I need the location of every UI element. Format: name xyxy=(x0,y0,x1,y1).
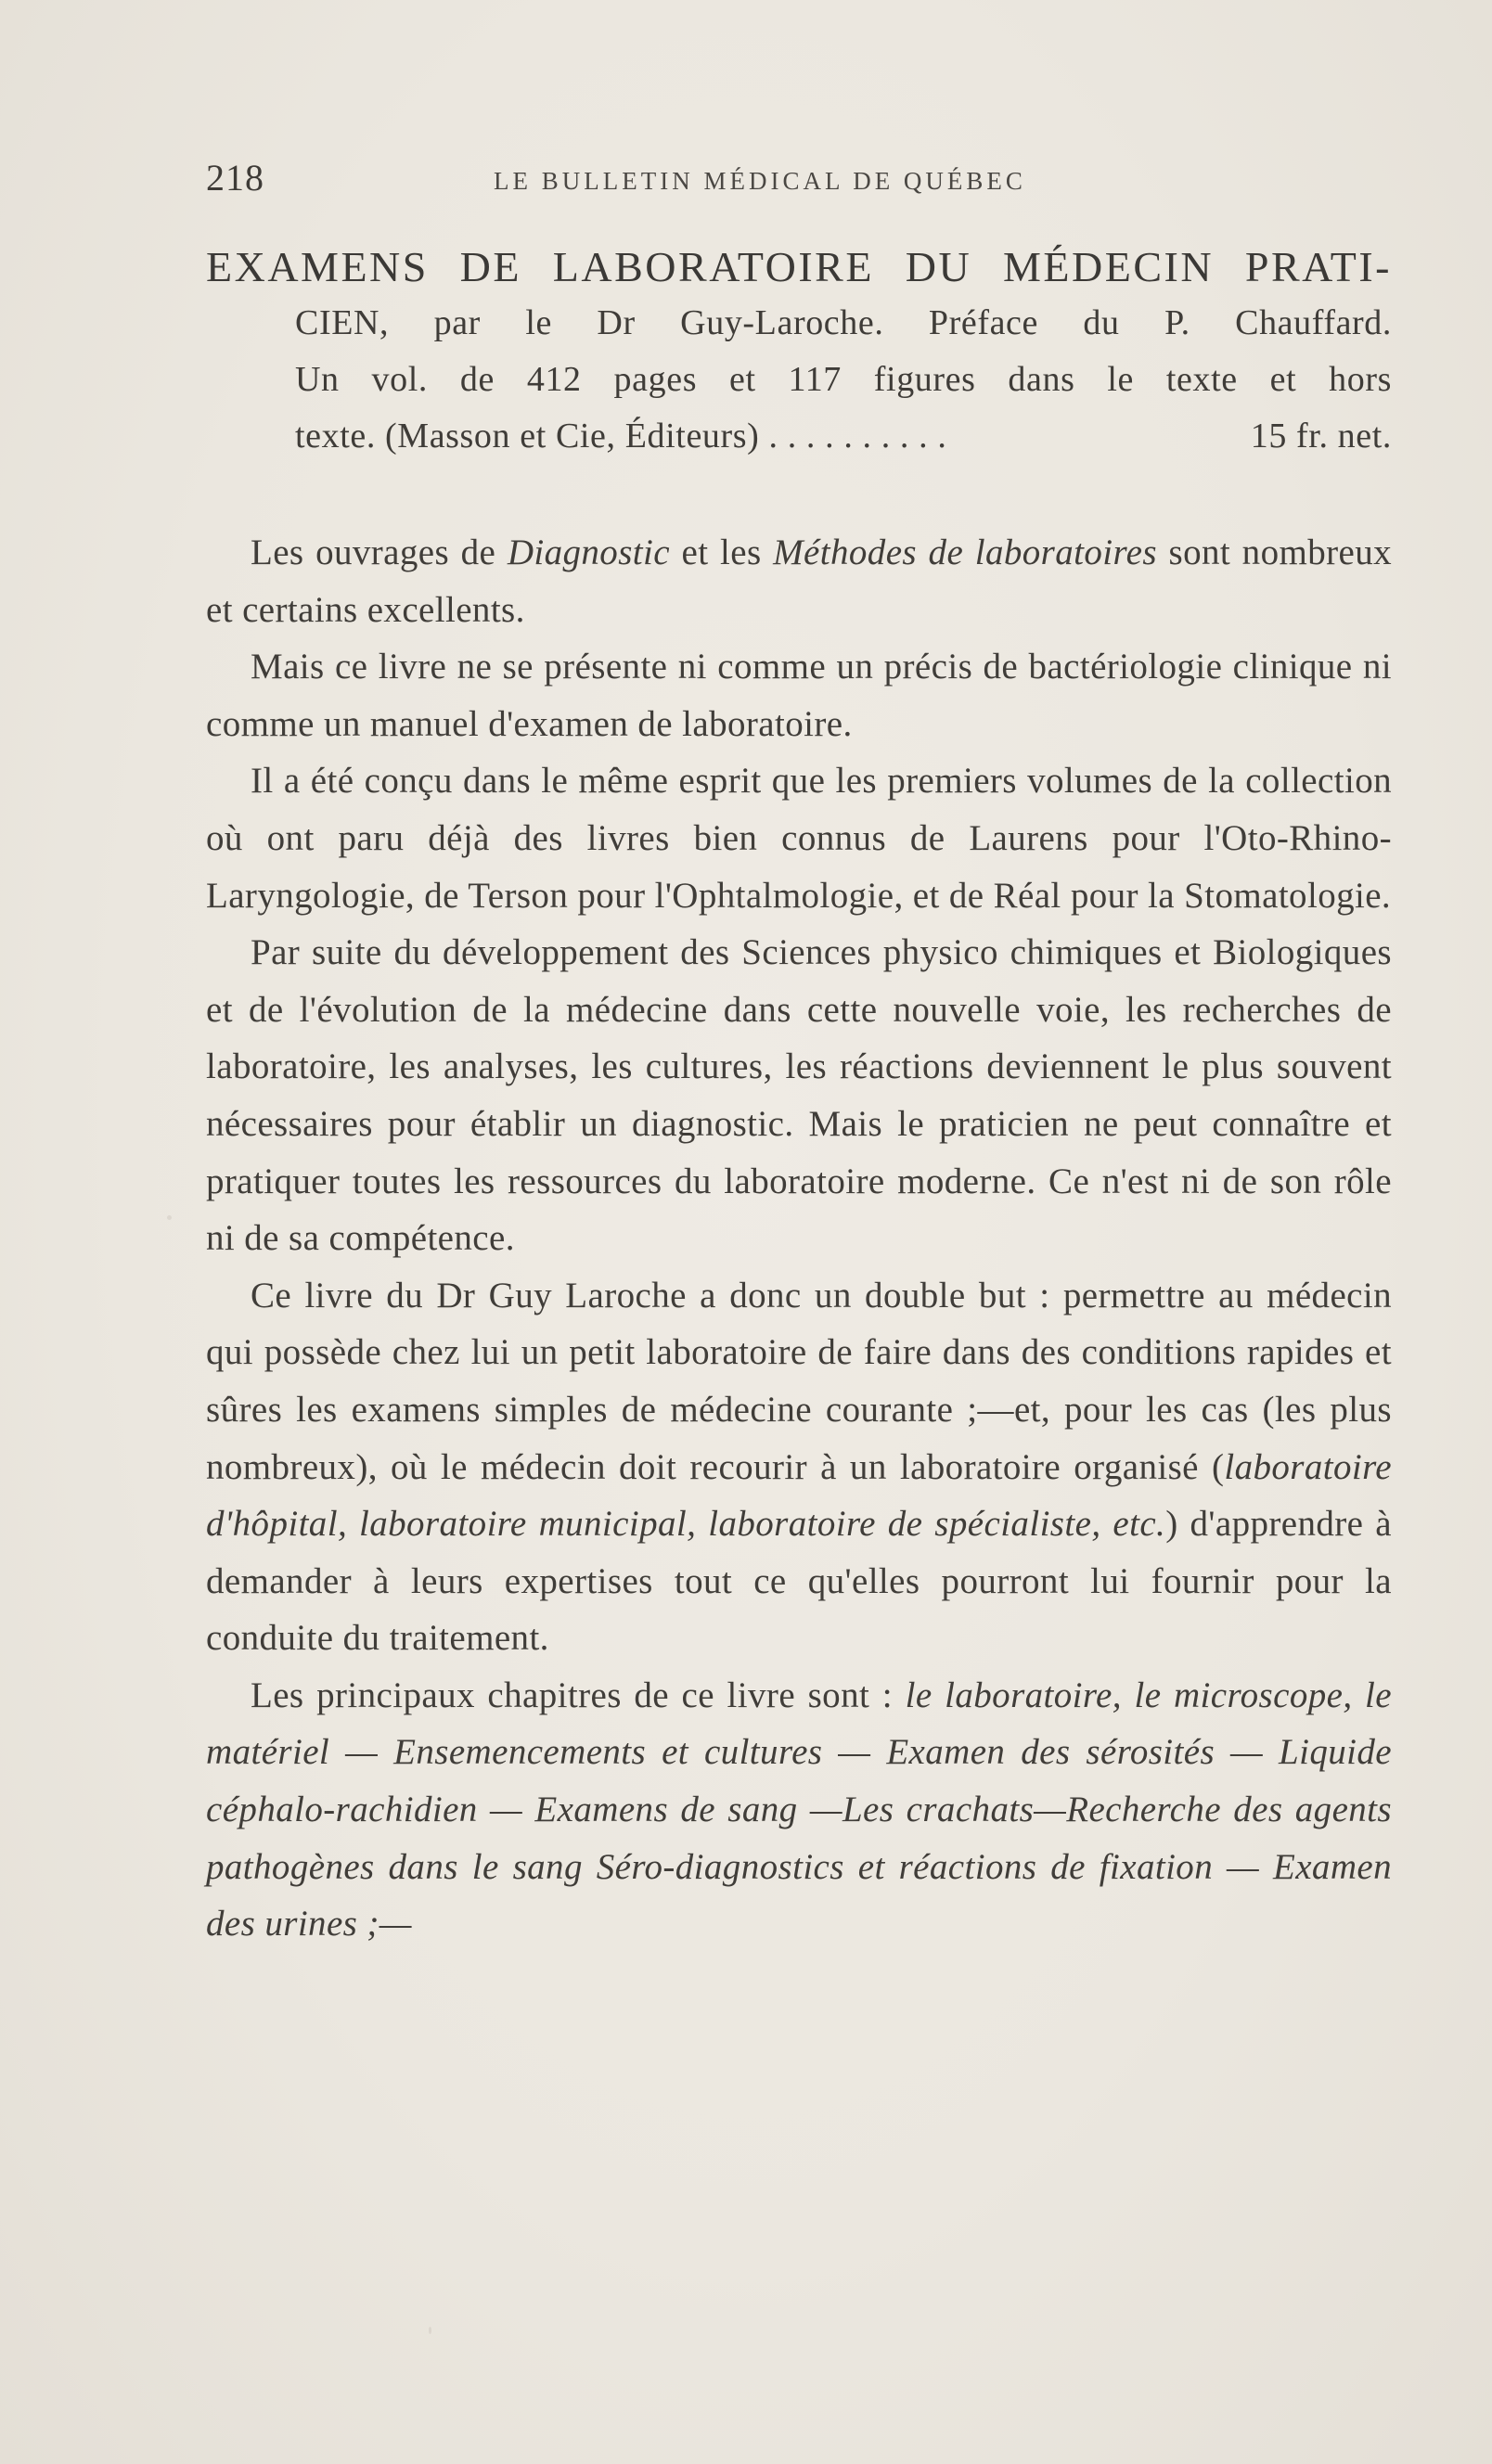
italic-term: le laboratoire, le microscope, le matériel — Ensemencements et cultures — Examen des sérosités — Liquide céphalo-rachidien — Examens de sang —Les crachats—Recherche des agents pathogènes dans le sang Séro-diagnostics et réactions de fixation — Examen des urines ;— xyxy=(206,1675,1393,1944)
paragraph-text: et les xyxy=(669,533,774,572)
paragraph-text: Les ouvrages de xyxy=(251,533,508,572)
review-paragraph xyxy=(206,1267,1392,1667)
review-body xyxy=(206,524,1392,1953)
review-paragraph: Il a été conçu dans le même esprit que les premiers volumes de la collection où ont paru déjà des livres bien connus de Laurens pour l'Oto-Rhino-Laryngologie, de Terson pour l'Ophtalmologie, et de Réal pour la Stomatologie. xyxy=(206,761,1392,916)
review-paragraph xyxy=(206,524,1392,638)
paper-speck xyxy=(429,2327,431,2334)
paper-speck xyxy=(167,1215,172,1220)
review-paragraph: Par suite du développement des Sciences physico chimiques et Biologiques et de l'évolution de la médecine dans cette nouvelle voie, les recherches de laboratoire, les analyses, les cultures, les réactions deviennent le plus souvent nécessaires pour établir un diagnostic. Mais le praticien ne peut connaître et pratiquer toutes les ressources du laboratoire moderne. Ce n'est ni de son rôle ni de sa compétence. xyxy=(206,932,1392,1259)
paragraph-text: Les principaux chapitres de ce livre sont : xyxy=(251,1675,906,1715)
paper-speck xyxy=(803,1350,806,1354)
page-header xyxy=(206,156,1394,202)
book-meta-line: CIEN, par le Dr Guy-Laroche. Préface du P. Chauffard. xyxy=(295,303,1392,342)
paragraph-text: sont nombreux et certains excellents. xyxy=(206,533,1392,630)
paragraph-text: ) d'apprendre à demander à leurs expertises tout ce qu'elles pourront lui fournir pour la conduite du traitement. xyxy=(206,1504,1392,1659)
review-paragraph xyxy=(206,1667,1392,1953)
italic-term: Diagnostic xyxy=(507,533,670,572)
page-number: 218 xyxy=(206,157,264,199)
review-paragraph: Mais ce livre ne se présente ni comme un précis de bactériologie clinique ni comme un manuel d'examen de laboratoire. xyxy=(206,647,1392,744)
publisher-price-line xyxy=(295,408,1392,465)
book-meta xyxy=(295,295,1392,465)
book-title: EXAMENS DE LABORATOIRE DU MÉDECIN PRATI- xyxy=(206,243,1392,290)
italic-term: laboratoire d'hôpital, laboratoire municipal, laboratoire de spécialiste, etc. xyxy=(206,1446,1392,1545)
publisher-text: texte. (Masson et Cie, Éditeurs) . . . . . . . . . . xyxy=(295,417,947,456)
book-entry xyxy=(206,239,1392,465)
paragraph-text: Ce livre du Dr Guy Laroche a donc un double but : permettre au médecin qui possède chez lui un petit laboratoire de faire dans des conditions rapides et sûres les examens simples de médecine courante ;—et, pour les cas (les plus nombreux), où le médecin doit recourir à un laboratoire organisé ( xyxy=(206,1275,1392,1487)
book-meta-line: Un vol. de 412 pages et 117 figures dans le texte et hors xyxy=(295,360,1392,399)
italic-term: Méthodes de laboratoires xyxy=(773,533,1157,572)
running-title: LE BULLETIN MÉDICAL DE QUÉBEC xyxy=(494,167,1026,195)
price-text: 15 fr. net. xyxy=(1250,417,1392,456)
